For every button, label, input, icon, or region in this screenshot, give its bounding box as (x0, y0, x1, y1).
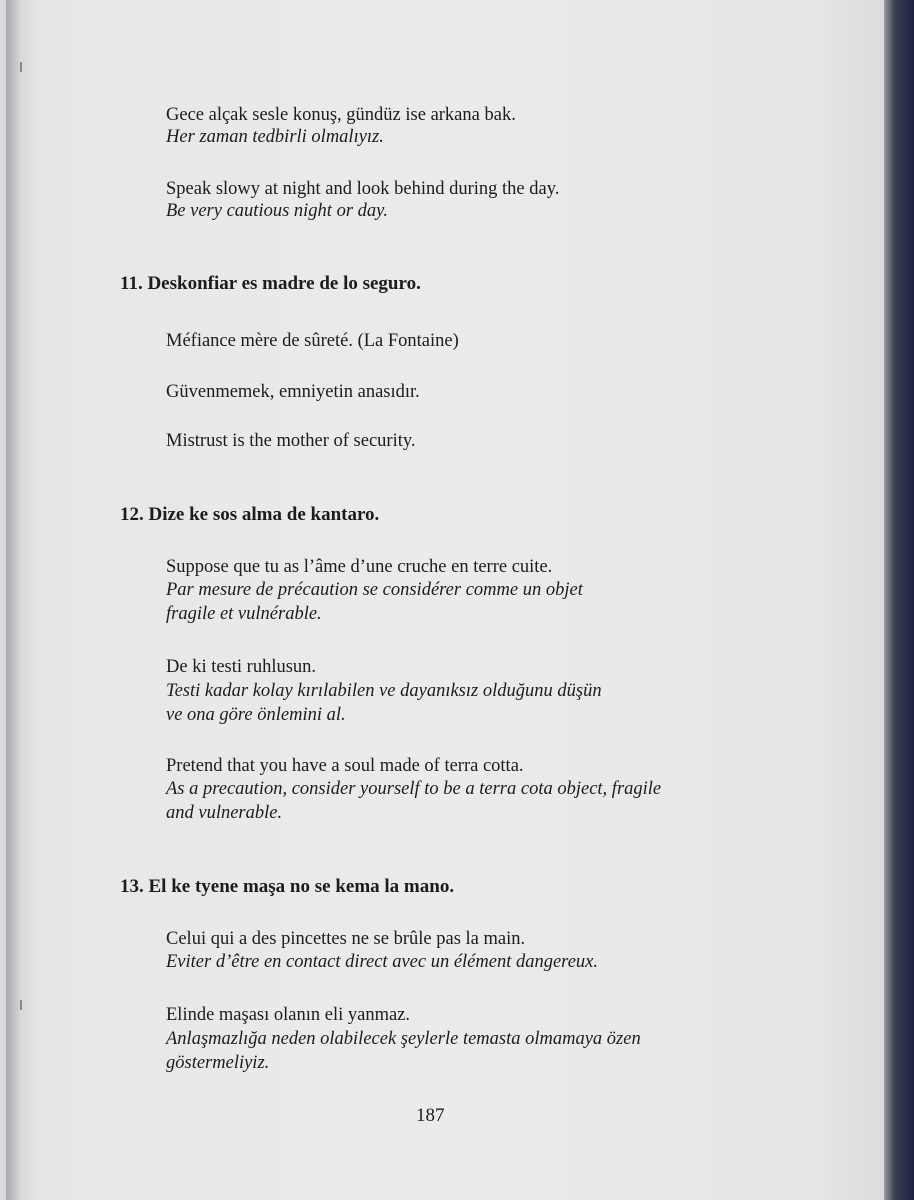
proverb-explanation-line: Be very cautious night or day. (166, 201, 388, 221)
proverb-explanation-line: Testi kadar kolay kırılabilen ve dayanıksız olduğunu düşün (166, 681, 602, 701)
proverb-explanation-line: As a precaution, consider yourself to be a terra cota object, fragile (166, 779, 662, 799)
page-gutter (6, 0, 20, 1200)
proverb-explanation-line: fragile et vulnérable. (166, 604, 322, 624)
proverb-explanation-line: Par mesure de précaution se considérer comme un objet (166, 580, 583, 600)
proverb-heading: 12. Dize ke sos alma de kantaro. (120, 504, 380, 525)
proverb-heading: 13. El ke tyene maşa no se kema la mano. (120, 876, 455, 897)
proverb-heading: 11. Deskonfiar es madre de lo seguro. (120, 273, 421, 294)
book-page (6, 0, 884, 1200)
margin-mark (20, 1000, 22, 1010)
proverb-french-line: Gece alçak sesle konuş, gündüz ise arkana bak. (166, 105, 516, 125)
proverb-turkish-line: Güvenmemek, emniyetin anasıdır. (166, 382, 420, 402)
proverb-explanation-line: and vulnerable. (166, 803, 283, 823)
proverb-french-line: Celui qui a des pincettes ne se brûle pas la main. (166, 929, 526, 949)
proverb-turkish-line: De ki testi ruhlusun. (166, 657, 317, 677)
proverb-explanation-line: Her zaman tedbirli olmalıyız. (166, 127, 384, 147)
book-cover-edge (884, 0, 914, 1200)
proverb-explanation-line: Anlaşmazlığa neden olabilecek şeylerle temasta olmamaya özen (166, 1029, 641, 1049)
proverb-english-line: Mistrust is the mother of security. (166, 431, 416, 451)
proverb-explanation-line: göstermeliyiz. (166, 1053, 270, 1073)
margin-mark (20, 62, 22, 72)
proverb-french-line: Méfiance mère de sûreté. (La Fontaine) (166, 331, 459, 351)
proverb-turkish-line: Elinde maşası olanın eli yanmaz. (166, 1005, 411, 1025)
proverb-french-line: Suppose que tu as l’âme d’une cruche en terre cuite. (166, 557, 553, 577)
page-number: 187 (416, 1105, 445, 1126)
proverb-english-line: Speak slowy at night and look behind during the day. (166, 179, 560, 199)
proverb-explanation-line: Eviter d’être en contact direct avec un élément dangereux. (166, 952, 598, 972)
proverb-explanation-line: ve ona göre önlemini al. (166, 705, 346, 725)
proverb-english-line: Pretend that you have a soul made of terra cotta. (166, 756, 524, 776)
